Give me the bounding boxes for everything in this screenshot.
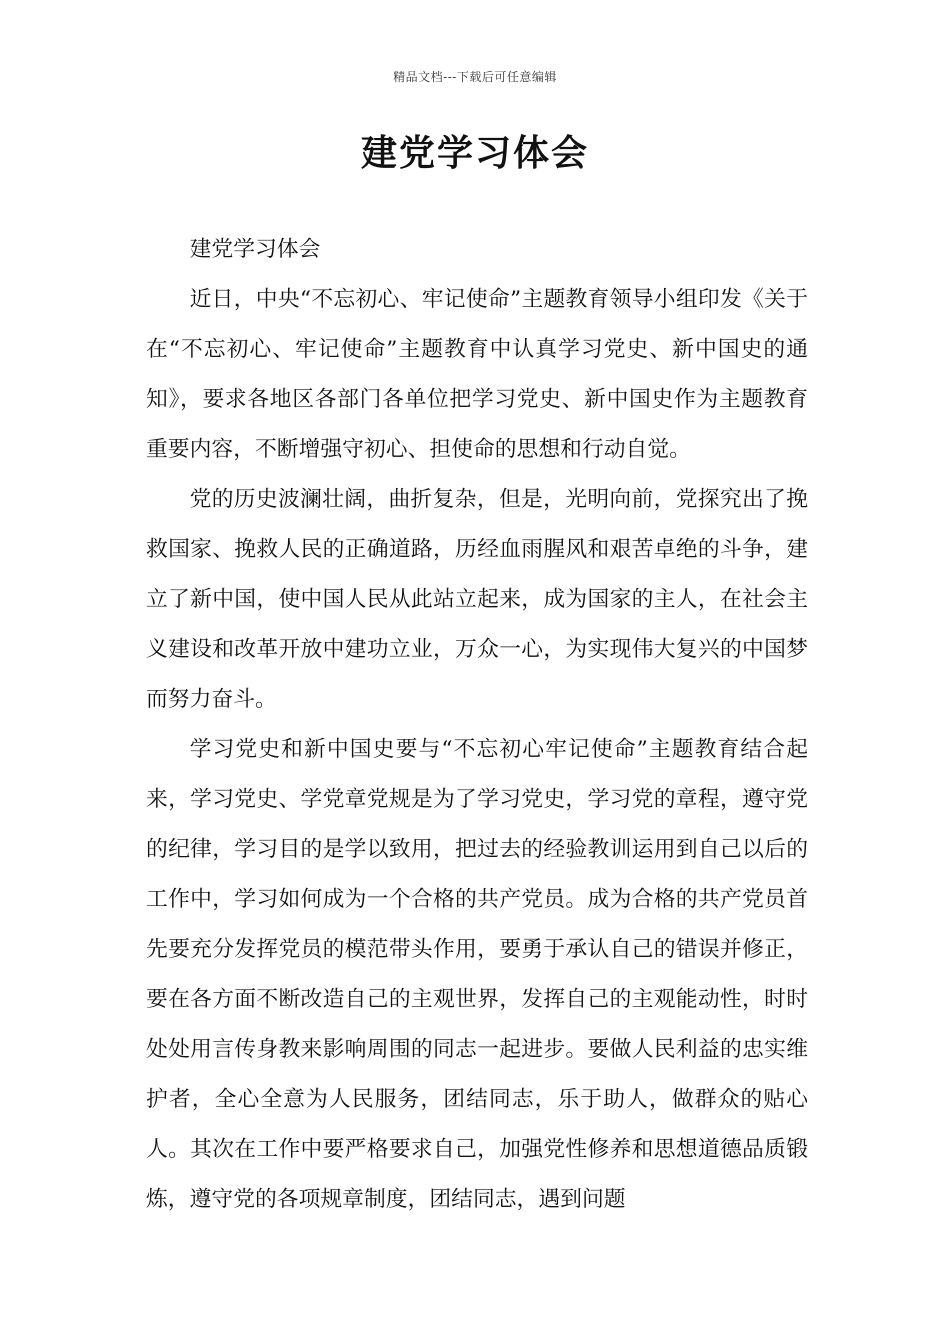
paragraph: 党的历史波澜壮阔，曲折复杂，但是，光明向前，党探究出了挽救国家、挽救人民的正确道路，历经血雨腥风和艰苦卓绝的斗争，建立了新中国，使中国人民从此站立起来，成为国家的主人，在社会主义建设和改革开放中建功立业，万众一心，为实现伟大复兴的中国梦而努力奋斗。 (146, 487, 808, 712)
paragraph-subtitle: 建党学习体会 (189, 237, 321, 262)
paragraph: 学习党史和新中国史要与“不忘初心牢记使命”主题教育结合起来，学习党史、学党章党规是为了学习党史，学习党的章程，遵守党的纪律，学习目的是学以致用，把过去的经验教训运用到自己以后的工作中，学习如何成为一个合格的共产党员。成为合格的共产党员首先要充分发挥党员的模范带头作用，要勇于承认自己的错误并修正，要在各方面不断改造自己的主观世界，发挥自己的主观能动性，时时处处用言传身教来影响周围的同志一起进步。要做人民利益的忠实维护者，全心全意为人民服务，团结同志，乐于助人，做群众的贴心人。其次在工作中要严格要求自己，加强党性修养和思想道德品质锻炼，遵守党的各项规章制度，团结同志，遇到问题 (146, 737, 808, 1212)
header-note: 精品文档---下载后可任意编辑 (393, 70, 557, 84)
paragraph: 近日，中央“不忘初心、牢记使命”主题教育领导小组印发《关于在“不忘初心、牢记使命”主题教育中认真学习党史、新中国史的通知》，要求各地区各部门各单位把学习党史、新中国史作为主题教育重要内容，不断增强守初心、担使命的思想和行动自觉。 (146, 287, 808, 462)
document-body (146, 225, 808, 1225)
document-title: 建党学习体会 (360, 132, 589, 174)
